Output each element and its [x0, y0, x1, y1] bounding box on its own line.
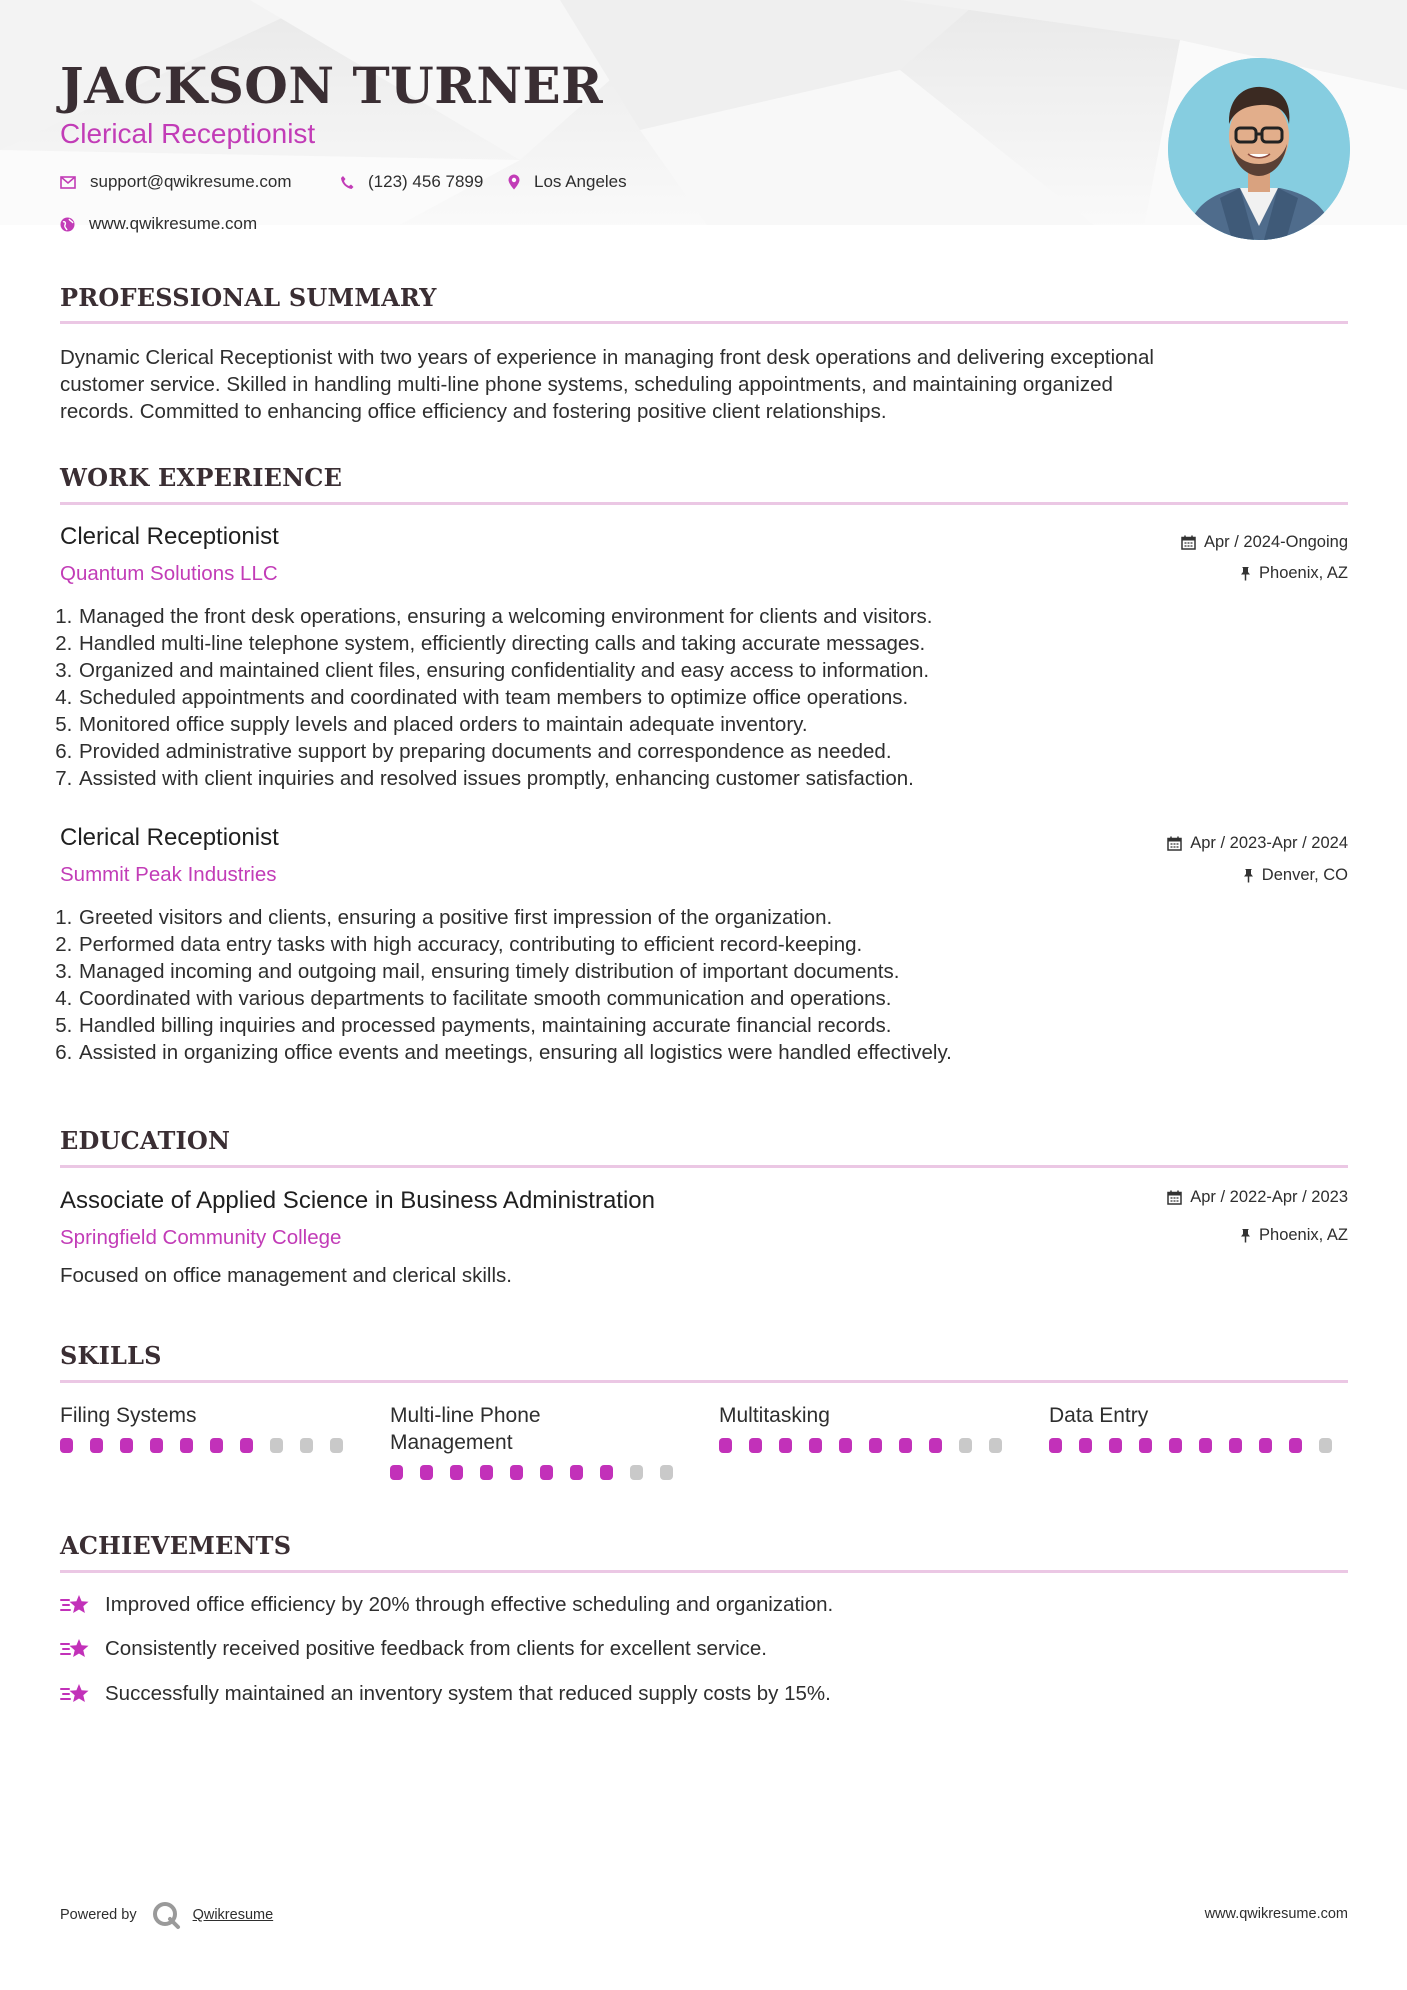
skill-dot-empty [300, 1438, 313, 1453]
shooting-star-icon [60, 1592, 92, 1618]
job-company: Quantum Solutions LLC [60, 562, 278, 585]
skill-dot-empty [959, 1438, 972, 1453]
job-location [1240, 564, 1348, 583]
skill-dot-filled [1289, 1438, 1302, 1453]
profile-photo [1168, 58, 1350, 240]
website-text: www.qwikresume.com [89, 214, 258, 233]
skill-dot-filled [1109, 1438, 1122, 1453]
skill-dot-empty [630, 1465, 643, 1480]
globe-icon [60, 217, 75, 232]
skill-rating [1049, 1438, 1349, 1453]
summary-line: Dynamic Clerical Receptionist with two years of experience in managing front desk operations and delivering exceptional [60, 346, 1154, 369]
contact-phone[interactable] [340, 172, 483, 192]
skill-name [719, 1402, 1019, 1429]
skill-dot-filled [1139, 1438, 1152, 1453]
skill-name [60, 1402, 360, 1429]
skill-dot-empty [270, 1438, 283, 1453]
skill-dot-filled [90, 1438, 103, 1453]
summary-line: customer service. Skilled in handling multi-line phone systems, scheduling appointments, and maintaining organized [60, 373, 1113, 396]
skill-item [390, 1402, 690, 1480]
job-bullet: 2. Handled multi-line telephone system, efficiently directing calls and taking accurate messages. [78, 630, 1358, 657]
job-bullet: 4. Scheduled appointments and coordinated with team members to optimize office operations. [78, 684, 1358, 711]
achievement-text: Improved office efficiency by 20% through effective scheduling and organization. [105, 1593, 834, 1616]
job-location-text: Denver, CO [1261, 866, 1348, 884]
job-location [1243, 866, 1348, 885]
skill-dot-filled [869, 1438, 882, 1453]
skill-dot-filled [1049, 1438, 1062, 1453]
summary-heading: PROFESSIONAL SUMMARY [60, 283, 437, 312]
job-company: Summit Peak Industries [60, 863, 277, 886]
skill-dot-filled [390, 1465, 403, 1480]
achievement-text: Successfully maintained an inventory system that reduced supply costs by 15%. [105, 1682, 831, 1705]
achievement-text: Consistently received positive feedback from clients for excellent service. [105, 1637, 767, 1660]
job-location-text: Phoenix, AZ [1259, 564, 1348, 582]
education-location [1240, 1226, 1348, 1245]
skills-divider [60, 1380, 1348, 1383]
envelope-icon [60, 176, 76, 189]
skill-dot-filled [60, 1438, 73, 1453]
summary-line: records. Committed to enhancing office efficiency and fostering positive client relationships. [60, 400, 887, 423]
job-bullet: 7. Assisted with client inquiries and resolved issues promptly, enhancing customer satisfaction. [78, 765, 1358, 792]
summary-divider [60, 321, 1348, 324]
footer-powered-by [60, 1900, 273, 1930]
skill-dot-filled [1169, 1438, 1182, 1453]
candidate-name: JACKSON TURNER [60, 56, 604, 115]
job-bullet: 1. Managed the front desk operations, ensuring a welcoming environment for clients and visitors. [78, 603, 1358, 630]
skill-dot-filled [809, 1438, 822, 1453]
skill-rating [60, 1438, 360, 1453]
job-bullet: 3. Managed incoming and outgoing mail, ensuring timely distribution of important documents. [78, 958, 1358, 985]
achievements-divider [60, 1570, 1348, 1573]
skill-dot-filled [570, 1465, 583, 1480]
skill-dot-empty [1319, 1438, 1332, 1453]
job-dates-text: Apr / 2024-Ongoing [1203, 533, 1348, 551]
job-bullet: 5. Monitored office supply levels and placed orders to maintain adequate inventory. [78, 711, 1358, 738]
degree-title: Associate of Applied Science in Business Administration [60, 1187, 655, 1214]
skill-dot-filled [1079, 1438, 1092, 1453]
candidate-role: Clerical Receptionist [60, 118, 316, 149]
job-bullets [54, 603, 1358, 792]
job-bullet: 4. Coordinated with various departments to facilitate smooth communication and operations. [78, 985, 1358, 1012]
shooting-star-icon [60, 1681, 92, 1707]
job-bullet: 6. Provided administrative support by preparing documents and correspondence as needed. [78, 738, 1358, 765]
skill-name [390, 1402, 690, 1456]
skill-item [60, 1402, 360, 1453]
skill-dot-filled [749, 1438, 762, 1453]
education-note: Focused on office management and clerical skills. [60, 1264, 512, 1287]
skill-dot-filled [120, 1438, 133, 1453]
skill-name-line: Data Entry [1049, 1404, 1149, 1427]
job-title: Clerical Receptionist [60, 523, 279, 550]
qwikresume-logo-icon [151, 1900, 181, 1930]
contact-email[interactable] [60, 172, 292, 192]
qwikresume-link[interactable]: Qwikresume [192, 1907, 274, 1923]
shooting-star-icon [60, 1636, 92, 1662]
skill-rating [719, 1438, 1019, 1453]
pushpin-icon [1243, 868, 1254, 883]
achievements-heading: ACHIEVEMENTS [60, 1531, 292, 1560]
education-heading: EDUCATION [60, 1126, 231, 1155]
phone-icon [340, 175, 354, 190]
job-bullet: 3. Organized and maintained client files, ensuring confidentiality and easy access to information. [78, 657, 1358, 684]
pushpin-icon [1240, 1228, 1251, 1243]
skill-dot-filled [779, 1438, 792, 1453]
skills-heading: SKILLS [60, 1341, 162, 1370]
skill-dot-filled [210, 1438, 223, 1453]
job-bullet: 6. Assisted in organizing office events and meetings, ensuring all logistics were handled effectively. [78, 1039, 1358, 1066]
skill-dot-filled [929, 1438, 942, 1453]
calendar-icon [1167, 1190, 1182, 1205]
skill-name-line: Multitasking [719, 1404, 830, 1427]
skill-item [719, 1402, 1019, 1453]
education-dates [1167, 1188, 1348, 1207]
skill-dot-filled [180, 1438, 193, 1453]
skill-dot-filled [420, 1465, 433, 1480]
skill-dot-filled [1259, 1438, 1272, 1453]
skill-dot-filled [1229, 1438, 1242, 1453]
skill-dot-filled [600, 1465, 613, 1480]
experience-heading: WORK EXPERIENCE [60, 463, 343, 492]
skill-dot-filled [719, 1438, 732, 1453]
job-bullets [54, 904, 1358, 1066]
skill-dot-filled [899, 1438, 912, 1453]
skill-dot-filled [1199, 1438, 1212, 1453]
education-dates-text: Apr / 2022-Apr / 2023 [1190, 1188, 1348, 1206]
skill-dot-filled [540, 1465, 553, 1480]
summary-text [60, 344, 1350, 425]
contact-website[interactable] [60, 214, 257, 234]
school-name: Springfield Community College [60, 1226, 342, 1249]
job-bullet: 1. Greeted visitors and clients, ensuring a positive first impression of the organization. [78, 904, 1358, 931]
skill-dot-filled [150, 1438, 163, 1453]
skill-dot-filled [480, 1465, 493, 1480]
map-pin-icon [508, 174, 520, 190]
email-text: support@qwikresume.com [90, 172, 292, 191]
job-dates-text: Apr / 2023-Apr / 2024 [1190, 834, 1348, 852]
achievement-item [60, 1592, 833, 1618]
job-bullet: 2. Performed data entry tasks with high accuracy, contributing to efficient record-keeping. [78, 931, 1358, 958]
skill-dot-filled [839, 1438, 852, 1453]
skill-dot-empty [989, 1438, 1002, 1453]
skill-rating [390, 1465, 690, 1480]
calendar-icon [1167, 836, 1182, 851]
job-title: Clerical Receptionist [60, 824, 279, 851]
skill-dot-filled [240, 1438, 253, 1453]
skill-name [1049, 1402, 1349, 1429]
pushpin-icon [1240, 566, 1251, 581]
location-text: Los Angeles [534, 172, 627, 191]
skill-name-line: Filing Systems [60, 1404, 197, 1427]
powered-by-label: Powered by [60, 1907, 137, 1923]
calendar-icon [1181, 535, 1196, 550]
footer-website[interactable]: www.qwikresume.com [1204, 1906, 1348, 1922]
achievement-item [60, 1681, 831, 1707]
skill-dot-empty [660, 1465, 673, 1480]
job-bullet: 5. Handled billing inquiries and processed payments, maintaining accurate financial records. [78, 1012, 1358, 1039]
contact-location [508, 172, 627, 192]
skill-dot-filled [510, 1465, 523, 1480]
skill-name-line: Management [390, 1431, 513, 1454]
job-dates [1167, 834, 1348, 853]
achievement-item [60, 1636, 767, 1662]
job-dates [1181, 533, 1348, 552]
skill-name-line: Multi-line Phone [390, 1404, 541, 1427]
skill-item [1049, 1402, 1349, 1453]
skill-dot-empty [330, 1438, 343, 1453]
education-location-text: Phoenix, AZ [1259, 1226, 1348, 1244]
phone-text: (123) 456 7899 [368, 172, 484, 191]
education-divider [60, 1165, 1348, 1168]
skill-dot-filled [450, 1465, 463, 1480]
experience-divider [60, 502, 1348, 505]
